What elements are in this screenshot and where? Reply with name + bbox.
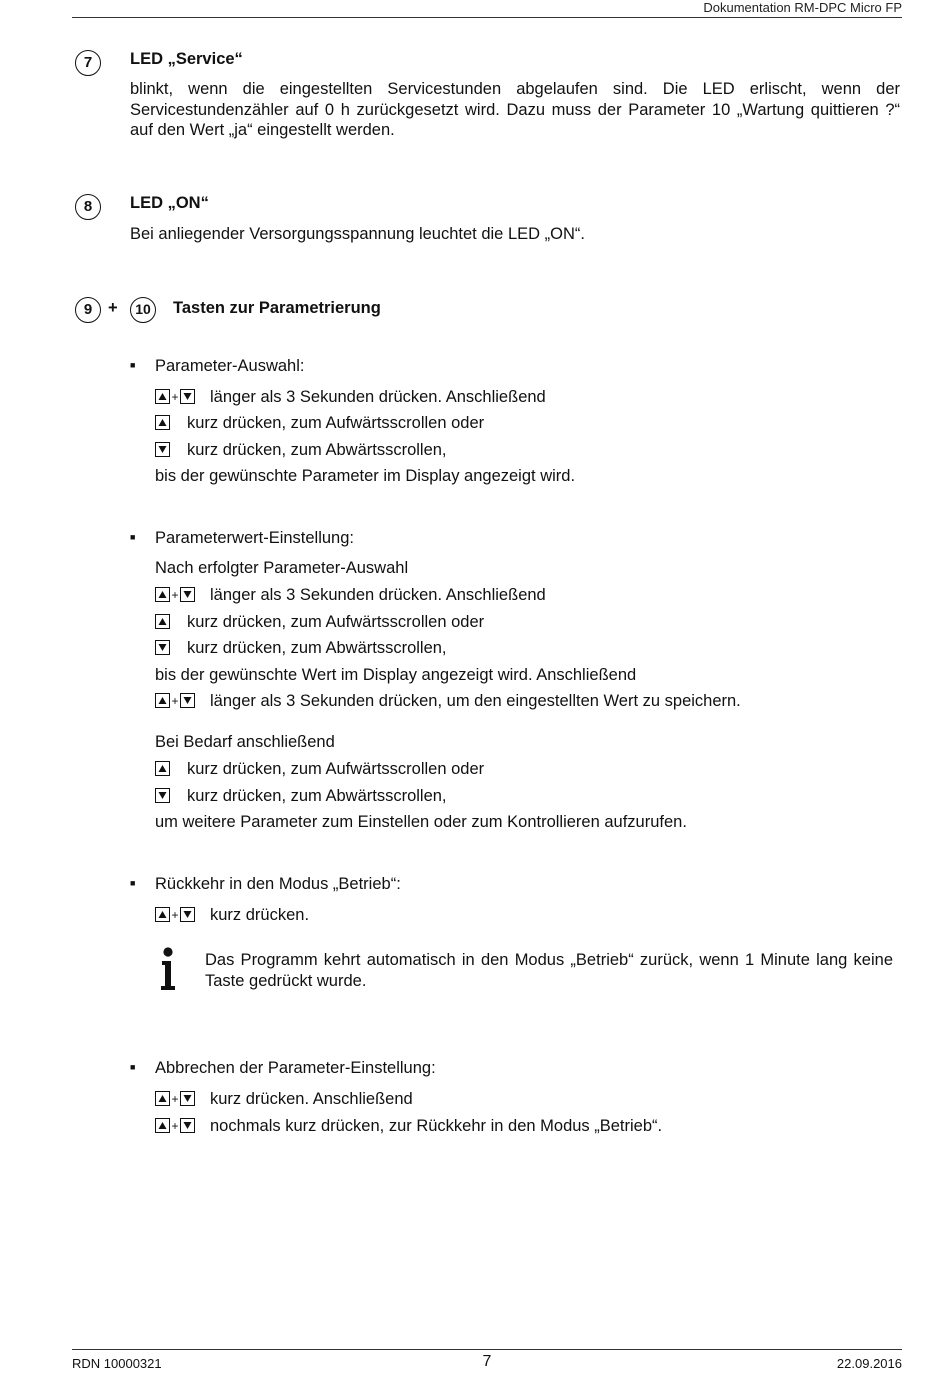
info-note: Das Programm kehrt automatisch in den Modus „Betrieb“ zurück, wenn 1 Minute lang keine Taste gedrückt wurde. xyxy=(205,951,893,990)
arrow-up-key-icon xyxy=(155,389,170,404)
auswahl-title: Parameter-Auswahl: xyxy=(155,357,305,375)
abbrechen-title: Abbrechen der Parameter-Einstellung: xyxy=(155,1059,436,1077)
arrow-down-key-icon xyxy=(180,389,195,404)
einstellung-line-7-text: kurz drücken, zum Aufwärtsscrollen oder xyxy=(187,760,485,778)
arrow-down-key-icon xyxy=(180,1091,195,1106)
einstellung-line-2 xyxy=(155,612,484,632)
arrow-up-key-icon xyxy=(155,693,170,708)
einstellung-line-5-text: länger als 3 Sekunden drücken, um den eingestellten Wert zu speichern. xyxy=(210,692,741,710)
header-title: Dokumentation RM-DPC Micro FP xyxy=(703,0,902,15)
info-icon xyxy=(158,946,178,992)
section8-heading: LED „ON“ xyxy=(130,194,209,212)
einstellung-line-3 xyxy=(155,638,447,658)
arrow-down-key-icon xyxy=(155,640,170,655)
auswahl-line-2 xyxy=(155,413,484,433)
arrow-up-key-icon xyxy=(155,761,170,776)
section9-heading: Tasten zur Parametrierung xyxy=(173,299,381,317)
footer-date: 22.09.2016 xyxy=(836,1356,902,1371)
arrow-up-key-icon xyxy=(155,1091,170,1106)
arrow-down-key-icon xyxy=(180,693,195,708)
auswahl-line-1: + länger als 3 Sekunden drücken. Anschließend xyxy=(155,387,546,407)
square-bullet-icon: ■ xyxy=(130,532,136,542)
section7-body: blinkt, wenn die eingestellten Servicestunden abgelaufen sind. Die LED erlischt, wenn der Servicestundenzähler auf 0 h zurückgesetzt wird. Dazu muss der Parameter 10 „Wartung quittieren ?“ auf den Wert „ja“ eingestellt werden. xyxy=(130,80,900,139)
arrow-up-key-icon xyxy=(155,587,170,602)
einstellung-title: Parameterwert-Einstellung: xyxy=(155,529,354,547)
square-bullet-icon: ■ xyxy=(130,360,136,370)
arrow-down-key-icon xyxy=(180,587,195,602)
square-bullet-icon: ■ xyxy=(130,878,136,888)
einstellung-line-6: Bei Bedarf anschließend xyxy=(155,733,335,751)
auswahl-line-2-text: kurz drücken, zum Aufwärtsscrollen oder xyxy=(187,414,485,432)
abbrechen-line-2-text: nochmals kurz drücken, zur Rückkehr in den Modus „Betrieb“. xyxy=(210,1117,663,1135)
section-number-10: 10 xyxy=(130,297,156,323)
section-number-7: 7 xyxy=(75,50,101,76)
footer-rule xyxy=(72,1349,902,1350)
einstellung-line-2-text: kurz drücken, zum Aufwärtsscrollen oder xyxy=(187,613,485,631)
einstellung-line-8-text: kurz drücken, zum Abwärtsscrollen, xyxy=(187,787,447,805)
einstellung-line-5: + länger als 3 Sekunden drücken, um den eingestellten Wert zu speichern. xyxy=(155,691,741,711)
einstellung-line-9: um weitere Parameter zum Einstellen oder zum Kontrollieren aufzurufen. xyxy=(155,813,687,831)
einstellung-line-8 xyxy=(155,786,447,806)
arrow-down-key-icon xyxy=(180,907,195,922)
auswahl-line-1-text: länger als 3 Sekunden drücken. Anschließend xyxy=(210,388,546,406)
section-number-8: 8 xyxy=(75,194,101,220)
auswahl-line-4: bis der gewünschte Parameter im Display angezeigt wird. xyxy=(155,467,576,485)
section9-plus: + xyxy=(108,299,118,317)
einstellung-line-1: + länger als 3 Sekunden drücken. Anschließend xyxy=(155,585,546,605)
einstellung-line-3-text: kurz drücken, zum Abwärtsscrollen, xyxy=(187,639,447,657)
rueckkehr-line-1: + kurz drücken. xyxy=(155,905,309,925)
arrow-up-key-icon xyxy=(155,1118,170,1133)
section-number-9: 9 xyxy=(75,297,101,323)
arrow-up-key-icon xyxy=(155,614,170,629)
arrow-up-key-icon xyxy=(155,415,170,430)
einstellung-line-7 xyxy=(155,759,484,779)
header-rule xyxy=(72,17,902,18)
section7-heading: LED „Service“ xyxy=(130,50,243,68)
einstellung-line-1-text: länger als 3 Sekunden drücken. Anschließend xyxy=(210,586,546,604)
page-number: 7 xyxy=(482,1353,492,1370)
arrow-down-key-icon xyxy=(180,1118,195,1133)
einstellung-line-0: Nach erfolgter Parameter-Auswahl xyxy=(155,559,409,577)
abbrechen-line-1: + kurz drücken. Anschließend xyxy=(155,1089,413,1109)
arrow-down-key-icon xyxy=(155,442,170,457)
arrow-up-key-icon xyxy=(155,907,170,922)
einstellung-line-4: bis der gewünschte Wert im Display angezeigt wird. Anschließend xyxy=(155,666,637,684)
auswahl-line-3 xyxy=(155,440,447,460)
abbrechen-line-2: + nochmals kurz drücken, zur Rückkehr in den Modus „Betrieb“. xyxy=(155,1116,662,1136)
square-bullet-icon: ■ xyxy=(130,1062,136,1072)
rueckkehr-title: Rückkehr in den Modus „Betrieb“: xyxy=(155,875,401,893)
section8-body: Bei anliegender Versorgungsspannung leuchtet die LED „ON“. xyxy=(130,225,585,243)
arrow-down-key-icon xyxy=(155,788,170,803)
footer-doc-number: RDN 10000321 xyxy=(72,1356,162,1371)
rueckkehr-line-1-text: kurz drücken. xyxy=(210,906,310,924)
auswahl-line-3-text: kurz drücken, zum Abwärtsscrollen, xyxy=(187,441,447,459)
abbrechen-line-1-text: kurz drücken. Anschließend xyxy=(210,1090,413,1108)
